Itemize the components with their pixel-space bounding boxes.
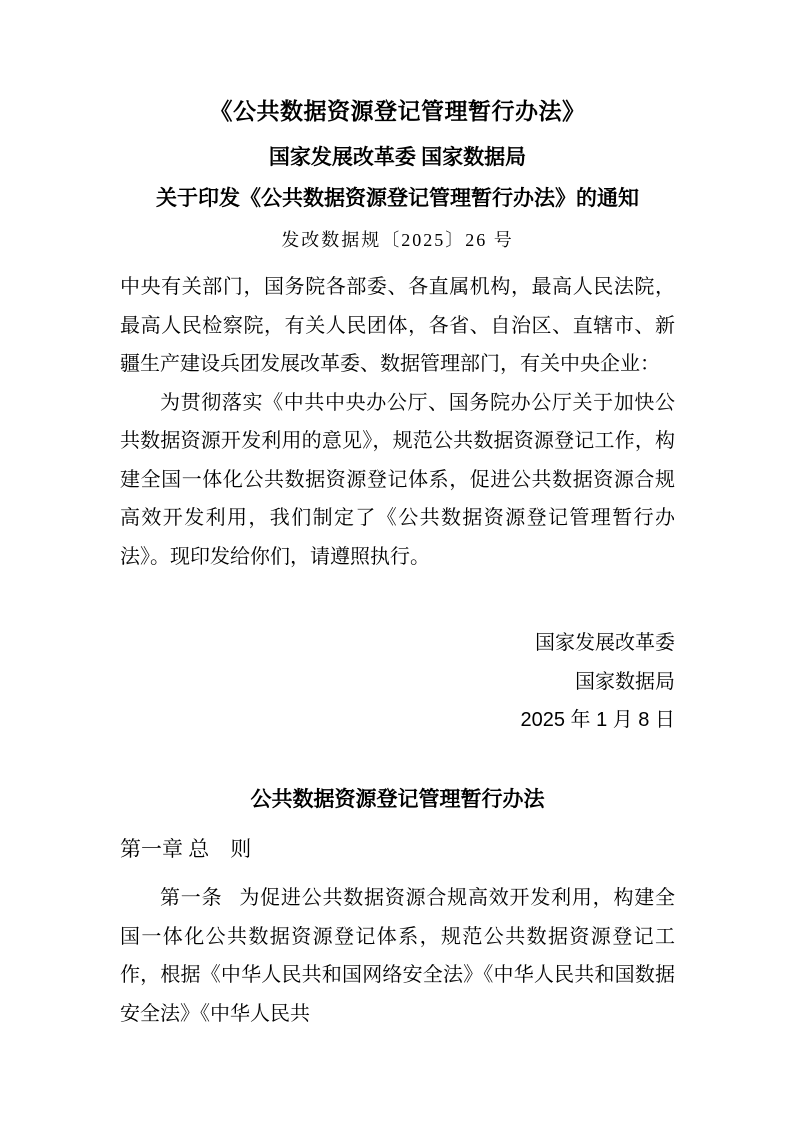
article-1-label: 第一条	[160, 887, 223, 909]
document-title-heading: 《公共数据资源登记管理暂行办法》	[209, 98, 586, 124]
signature-date: 2025 年 1 月 8 日	[520, 709, 675, 731]
issuer-heading: 国家发展改革委 国家数据局	[268, 145, 527, 169]
chapter-1-heading: 第一章 总 则	[120, 836, 252, 861]
document-number: 发改数据规〔2025〕26 号	[281, 230, 514, 250]
recipients-paragraph: 中央有关部门，国务院各部委、各直属机构，最高人民法院，最高人民检察院，有关人民团体，各省、自治区、直辖市、新疆生产建设兵团发展改革委、数据管理部门，有关中央企业：	[120, 276, 675, 375]
signature-issuer-1: 国家发展改革委	[535, 632, 675, 654]
signature-block	[120, 624, 675, 740]
signature-issuer-2: 国家数据局	[575, 670, 675, 693]
notice-body-paragraph: 为贯彻落实《中共中央办公厅、国务院办公厅关于加快公共数据资源开发利用的意见》，规范公共数据资源登记工作，构建全国一体化公共数据资源登记体系，促进公共数据资源合规高效开发利用，我们制定了《公共数据资源登记管理暂行办法》。现印发给你们，请遵照执行。	[120, 391, 675, 568]
measures-title-heading: 公共数据资源登记管理暂行办法	[250, 787, 545, 811]
notice-title-heading: 关于印发《公共数据资源登记管理暂行办法》的通知	[156, 186, 639, 210]
article-1-text: 为促进公共数据资源合规高效开发利用，构建全国一体化公共数据资源登记体系，规范公共数据资源登记工作，根据《中华人民共和国网络安全法》《中华人民共和国数据安全法》《中华人民共	[120, 887, 676, 1025]
article-1-paragraph	[120, 879, 675, 1033]
